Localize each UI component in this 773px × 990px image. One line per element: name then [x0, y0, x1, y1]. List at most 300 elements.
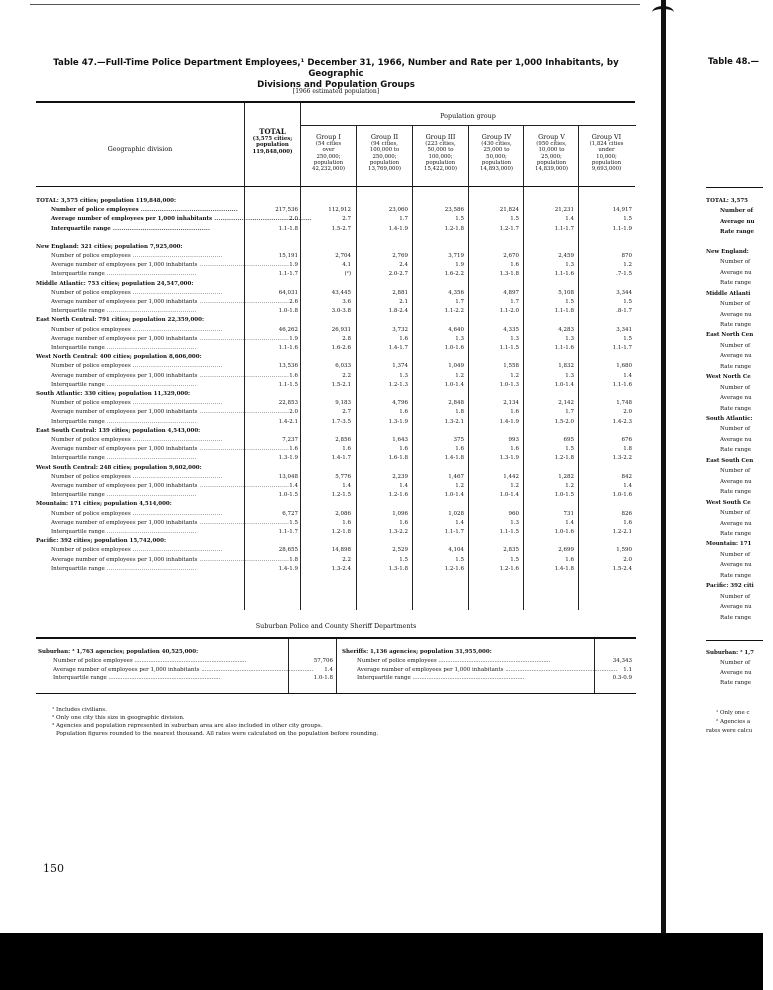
- group-value: 1,096: [392, 510, 408, 517]
- right-page-line: Number of: [720, 259, 751, 266]
- group-value: 1.6: [342, 519, 351, 526]
- header-bottom-rule: [36, 186, 635, 187]
- col-rule: [336, 639, 337, 693]
- table-row: [36, 335, 636, 344]
- group-value: 2.0: [623, 409, 632, 416]
- group-value: 1.3: [565, 335, 574, 342]
- total-value: 1.9: [289, 262, 298, 269]
- group-value: 1.0-1.4: [444, 381, 464, 388]
- total-value: 2.0: [289, 409, 298, 416]
- division-heading: Pacific: 392 cities; population 15,742,000:: [36, 538, 166, 545]
- group-header-line: over: [322, 147, 335, 154]
- row-label: Average number of employees per 1,000 inhabitants .....: [51, 556, 256, 565]
- right-page-line: Mountain: 171: [706, 541, 752, 548]
- group-value: 1,558: [503, 363, 519, 370]
- total-header-line: population: [256, 142, 289, 149]
- total-value: 1.1-1.5: [278, 381, 298, 388]
- sheriffs-value: 1.1: [623, 666, 632, 673]
- group-value: 1,467: [448, 473, 464, 480]
- row-label: Interquartile range .....: [51, 344, 196, 353]
- total-value: 6,727: [282, 510, 298, 517]
- row-label: Average number of employees per 1,000 inhabitants .....: [51, 298, 256, 307]
- group-header-line: population: [591, 159, 622, 166]
- group-value: 1.5-2.1: [331, 381, 351, 388]
- group-value: 1.2-1.6: [388, 492, 408, 499]
- group-value: 1.5-2.7: [331, 225, 351, 232]
- right-page-line: West South Ce: [706, 499, 751, 506]
- table-row: [36, 454, 636, 463]
- group-value: 1.2: [455, 483, 464, 489]
- group-value: 1.4-1.9: [499, 418, 519, 425]
- right-page-line: Rate range: [720, 572, 751, 579]
- total-value: 64,031: [278, 289, 298, 296]
- group-header-line: 50,000 to: [427, 147, 454, 154]
- right-page-line: Average nu: [720, 269, 752, 276]
- total-value: 13,536: [278, 363, 298, 370]
- group-value: 1.2-1.6: [499, 565, 519, 572]
- row-label: Number of police employees .....: [51, 546, 222, 555]
- total-value: 13,048: [278, 473, 298, 480]
- group-value: 2.2: [342, 372, 351, 379]
- table-row: [36, 399, 636, 408]
- group-value: 1.5: [623, 299, 632, 305]
- group-header-line: Group III: [425, 133, 456, 141]
- right-page-line: Number of: [720, 342, 751, 349]
- group-value: 1.1-2.2: [444, 308, 464, 315]
- table-subtitle: [1966 estimated population]: [292, 88, 380, 95]
- suburban-row-label: [53, 666, 314, 673]
- group-header-line: 25,000;: [541, 153, 562, 160]
- table-row: [36, 565, 636, 574]
- right-page-line: Number of: [720, 593, 751, 600]
- group-value: 1.3-1.9: [388, 418, 408, 425]
- division-heading: New England: 321 cities; population 7,925,000:: [36, 243, 183, 250]
- group-value: 1.5: [623, 216, 632, 223]
- group-column-header: [301, 133, 356, 172]
- group-value: 1.7: [510, 299, 519, 305]
- division-heading-row: [36, 243, 636, 252]
- total-value: 1.9: [289, 335, 298, 342]
- total-value: 1.1-1.8: [278, 225, 298, 232]
- group-value: 9,183: [335, 400, 351, 407]
- group-value: 1.1-1.7: [612, 345, 632, 351]
- group-value: 5,108: [558, 289, 574, 296]
- group-header-line: 42,232,000): [312, 166, 345, 173]
- group-value: 1.6: [510, 446, 519, 453]
- group-value: 23,586: [444, 207, 464, 214]
- group-value: 1.4-1.7: [331, 455, 351, 462]
- group-value: 4,356: [448, 289, 464, 296]
- right-page-suburban-line: Suburban: ³ 1,7: [706, 650, 754, 656]
- row-label: Average number of employees per 1,000 inhabitants .....: [51, 215, 256, 224]
- table-row: [36, 381, 636, 390]
- table-row: [36, 225, 636, 234]
- group-header-line: 50,000;: [486, 153, 507, 160]
- right-page-line: East North Cen: [706, 332, 754, 339]
- group-value: 1,643: [392, 437, 408, 443]
- total-header-line: (3,575 cities;: [252, 136, 293, 142]
- group-value: 1.6-2.2: [444, 271, 464, 278]
- group-value: 1.5: [399, 556, 408, 563]
- group-value: 1.6-1.8: [388, 455, 408, 462]
- group-value: 1.4: [623, 483, 632, 489]
- group-value: 1.5: [455, 216, 464, 223]
- row-label: Number of police employees .....: [51, 436, 222, 445]
- suburban-heading: Suburban: ³ 1,763 agencies; population 40,525,000:: [38, 649, 199, 655]
- table-row: [36, 372, 636, 381]
- division-heading: Mountain: 171 cities; population 4,514,000:: [36, 501, 172, 508]
- group-value: .7-1.5: [616, 271, 632, 278]
- sheriffs-row-label: [357, 658, 597, 664]
- group-value: 1.6: [565, 556, 574, 563]
- group-header-line: Group IV: [481, 133, 512, 141]
- right-page-title: Table 48.—: [708, 56, 759, 66]
- group-value: 21,824: [499, 207, 519, 214]
- right-page-line: Rate range: [720, 405, 751, 412]
- footnote-1: ¹ Includes civilians.: [52, 707, 107, 713]
- group-value: 1.8: [455, 409, 464, 416]
- group-value: 1.2: [510, 372, 519, 379]
- group-value: 1.1-1.6: [612, 381, 632, 388]
- group-value: 4,796: [392, 400, 408, 407]
- row-label: Number of police employees .....: [51, 399, 222, 408]
- table-row: [36, 362, 636, 371]
- total-value: 1.5: [289, 519, 298, 526]
- group-value: 1.5: [455, 556, 464, 563]
- row-label-text: Number of police employees: [357, 658, 437, 664]
- group-header-line: population: [536, 159, 567, 166]
- group-value: 2,704: [335, 253, 351, 259]
- right-page-footnote: rates were calcu: [706, 728, 753, 734]
- table-title-line1: Table 47.—Full-Time Police Department Employees,¹ December 31, 1966, Number and Rate per 1,000 Inhabitants, by Geographic: [53, 58, 619, 79]
- group-header-line: (94 cities,: [371, 141, 398, 147]
- total-value: 7,237: [282, 437, 298, 443]
- row-label: Average number of employees per 1,000 inhabitants .....: [51, 519, 256, 528]
- group-value: 3,719: [448, 253, 464, 259]
- group-value: 5,776: [335, 473, 351, 480]
- table-row: [36, 408, 636, 417]
- table-title-line2: Divisions and Population Groups: [257, 80, 415, 90]
- group-value: 1.7: [565, 409, 574, 416]
- group-header-line: 15,422,000): [424, 166, 457, 173]
- right-page-line: Rate range: [720, 489, 751, 496]
- book-spine-shadow: [661, 0, 666, 933]
- group-value: 1.4-1.7: [388, 345, 408, 351]
- group-column-header: [357, 133, 412, 172]
- row-label: Average number of employees per 1,000 inhabitants .....: [51, 408, 256, 417]
- row-label-text: Average number of employees per 1,000 inhabitants: [357, 666, 504, 673]
- division-heading-row: [36, 500, 636, 509]
- suburban-table: [36, 637, 636, 694]
- group-header-line: 10,000 to: [538, 147, 565, 154]
- right-page-line: East South Cen: [706, 457, 754, 464]
- group-header-line: (223 cities,: [425, 141, 456, 147]
- row-label: Number of police employees .....: [51, 473, 222, 482]
- suburban-value: 57,706: [313, 658, 333, 664]
- right-page-line: Number of: [720, 426, 751, 433]
- group-value: 1,590: [616, 547, 632, 554]
- right-page-line: Average nu: [720, 520, 752, 527]
- sheriffs-row-label: [357, 666, 618, 673]
- division-heading-row: [36, 316, 636, 325]
- row-label: Interquartile range .....: [51, 381, 196, 390]
- group-value: 2,459: [558, 253, 574, 259]
- division-heading-row: [36, 427, 636, 436]
- group-value: 3,344: [616, 289, 632, 296]
- table-row: [36, 252, 636, 261]
- division-heading-row: [36, 197, 636, 206]
- right-page-line: Middle Atlanti: [706, 290, 751, 297]
- table-row: [36, 473, 636, 482]
- group-value: 2,856: [335, 437, 351, 443]
- right-page-line: Rate range: [720, 530, 751, 537]
- division-heading: South Atlantic: 330 cities; population 11,329,000:: [36, 391, 191, 397]
- group-value: 1.7-3.5: [331, 418, 351, 425]
- group-value: 2.4: [399, 262, 408, 269]
- table-row: [36, 482, 636, 491]
- group-value: 1.2-1.5: [331, 492, 351, 499]
- scan-border: [0, 933, 763, 990]
- group-value: 1.0-1.4: [499, 492, 519, 499]
- group-header-line: population: [425, 159, 456, 166]
- group-header-line: 100,000;: [428, 153, 453, 160]
- group-value: 1.0-1.4: [554, 381, 574, 388]
- table-row: [36, 307, 636, 316]
- group-value: 870: [621, 253, 632, 259]
- table-row: [36, 289, 636, 298]
- leader-dots: ................................................................: [436, 658, 551, 664]
- total-header-line: 119,848,000): [252, 148, 293, 155]
- group-value: 4,897: [503, 289, 519, 296]
- group-value: 4.1: [342, 262, 351, 269]
- group-header-line: 10,000;: [596, 153, 617, 160]
- division-heading-row: [36, 537, 636, 546]
- right-page-line: Rate range: [720, 229, 755, 236]
- group-value: 1.2: [565, 483, 574, 489]
- division-heading: West North Central: 400 cities; population 8,606,000:: [36, 354, 202, 361]
- row-label: Interquartile range .....: [51, 307, 196, 316]
- footnote-2: ² Only one city this size in geographic division.: [52, 715, 185, 721]
- right-page-suburban-line: Rate range: [720, 680, 751, 686]
- group-value: 1.2-1.6: [444, 565, 464, 572]
- group-value: 1.2-1.7: [499, 225, 519, 232]
- group-value: 14,898: [331, 547, 351, 554]
- right-page-line: West North Ce: [706, 374, 751, 381]
- table-top-rule: [36, 101, 635, 103]
- table-row: [36, 510, 636, 519]
- row-label-text: Interquartile range: [53, 675, 107, 681]
- table-row: [36, 519, 636, 528]
- group-value: 1,282: [558, 473, 574, 480]
- group-value: 1.4-1.8: [444, 455, 464, 462]
- group-value: 3.6: [342, 299, 351, 305]
- group-value: 2,699: [558, 547, 574, 554]
- right-page-line: Pacific: 392 citi: [706, 583, 754, 590]
- right-page-footnote: ¹ Only one c: [716, 710, 750, 716]
- right-page-line: Average nu: [720, 436, 752, 443]
- table-row: [36, 556, 636, 565]
- row-label: Average number of employees per 1,000 inhabitants .....: [51, 261, 256, 270]
- group-value: 1.6: [510, 262, 519, 269]
- group-value: 1.6: [399, 409, 408, 416]
- group-value: 43,445: [331, 289, 351, 296]
- group-value: 1.3-2.4: [331, 565, 351, 572]
- group-value: 2,769: [392, 253, 408, 259]
- suburban-value: 1.4: [324, 666, 333, 673]
- group-value: 1.2-1.8: [554, 455, 574, 462]
- total-value: 1.1-1.6: [278, 345, 298, 351]
- group-value: 993: [508, 437, 519, 443]
- right-page-line: TOTAL: 3,575: [706, 198, 748, 204]
- table-row: [36, 546, 636, 555]
- table-row: [36, 344, 636, 353]
- group-value: 1,680: [616, 363, 632, 370]
- group-header-line: population: [369, 159, 400, 166]
- group-value: 1.4: [455, 519, 464, 526]
- group-value: 826: [621, 510, 632, 517]
- table-row: [36, 215, 636, 224]
- footnote-3: ³ Agencies and population represented in suburban area are also included in other city groups.: [52, 723, 323, 729]
- row-label: Number of police employees .....: [51, 362, 222, 371]
- group-header-line: Group VI: [591, 133, 622, 141]
- table-row: [36, 528, 636, 537]
- total-value: 1.4-1.9: [278, 565, 298, 572]
- total-value: 1.1-1.7: [278, 271, 298, 278]
- group-value: 1.2-1.8: [444, 225, 464, 232]
- division-heading-row: [36, 390, 636, 399]
- group-value: 1.3-1.8: [388, 565, 408, 572]
- right-page-line: Rate range: [720, 447, 751, 454]
- group-value: 2,670: [503, 253, 519, 259]
- group-value: 1.1-1.5: [499, 529, 519, 535]
- group-value: 1.4-1.9: [388, 225, 408, 232]
- group-value: 2.7: [342, 409, 351, 416]
- leader-dots: ................................................................: [503, 666, 618, 673]
- group-value: 1.3-2.1: [444, 418, 464, 425]
- group-value: 1.3: [455, 335, 464, 342]
- right-page-line: Average nu: [720, 311, 752, 318]
- group-column-header: [469, 133, 524, 172]
- total-value: 217,536: [275, 207, 298, 214]
- row-label: Interquartile range .....: [51, 270, 196, 279]
- sheriffs-row-label: [357, 675, 597, 681]
- right-page-line: South Atlantic:: [706, 416, 753, 422]
- group-value: 2.0: [623, 556, 632, 563]
- group-value: 1.5-2.4: [612, 565, 632, 572]
- group-header-line: 250,000;: [316, 153, 341, 160]
- total-value: 1.4-2.1: [278, 418, 298, 425]
- group-value: 1.6-2.6: [331, 345, 351, 351]
- row-label: Number of police employees .....: [51, 326, 222, 335]
- group-value: 1.4: [623, 372, 632, 379]
- group-value: 1.2-1.8: [331, 529, 351, 535]
- right-page-line: New England:: [706, 248, 749, 255]
- total-value: 46,262: [278, 326, 298, 333]
- group-value: 1.6: [623, 519, 632, 526]
- group-header-line: 100,000 to: [369, 147, 400, 154]
- group-value: 1.2-1.3: [388, 381, 408, 388]
- group-value: 1.3-1.8: [499, 271, 519, 278]
- total-value: 2.0: [289, 216, 298, 223]
- leader-dots: ................................................................: [106, 675, 221, 681]
- group-value: (²): [344, 271, 351, 278]
- group-value: 4,335: [503, 326, 519, 333]
- group-value: 1.2: [510, 483, 519, 489]
- table-row: [36, 298, 636, 307]
- total-column-header: [245, 128, 300, 155]
- group-value: 1.6: [342, 446, 351, 453]
- sheriffs-value: 34,343: [612, 658, 632, 664]
- group-value: 1.4-2.3: [612, 418, 632, 425]
- group-value: 2,086: [335, 510, 351, 517]
- group-value: 1.7: [399, 216, 408, 223]
- table-row: [36, 326, 636, 335]
- group-value: 1.6: [399, 446, 408, 453]
- group-value: 1.2: [455, 372, 464, 379]
- group-value: 1.9: [455, 262, 464, 269]
- right-page-line: Rate range: [720, 321, 751, 328]
- suburban-row-label: [53, 675, 288, 681]
- total-value: 1.4: [289, 483, 298, 489]
- group-value: 1.6: [510, 409, 519, 416]
- group-value: 1.4: [399, 483, 408, 489]
- group-value: 1.0-1.6: [612, 492, 632, 499]
- total-value: 1.8: [289, 556, 298, 563]
- group-value: 1.6: [399, 519, 408, 526]
- group-column-header: [579, 133, 634, 172]
- division-heading-row: [36, 464, 636, 473]
- table-row: [36, 206, 636, 215]
- group-value: 1.1-1.9: [612, 225, 632, 232]
- group-value: 1.6: [399, 335, 408, 342]
- total-value: 1.6: [289, 446, 298, 453]
- total-value: 15,191: [278, 253, 298, 259]
- group-value: 1.1-1.6: [554, 345, 574, 351]
- group-value: 2.7: [342, 216, 351, 223]
- right-page-rule: [706, 640, 763, 641]
- group-value: 1.5-2.0: [554, 418, 574, 425]
- footnote-4: Population figures rounded to the nearest thousand. All rates were calculated on the population before rounding.: [56, 731, 379, 737]
- group-header-line: population: [481, 159, 512, 166]
- right-page-line: Number of: [720, 468, 751, 475]
- group-value: 1.5: [565, 446, 574, 453]
- group-value: 1,832: [558, 363, 574, 370]
- group-header-line: 13,769,000): [368, 166, 401, 173]
- group-header-line: 14,839,000): [535, 166, 568, 173]
- total-value: 1.6: [289, 372, 298, 379]
- group-value: 4,104: [448, 547, 464, 554]
- group-value: 2,239: [392, 473, 408, 480]
- group-value: 1.1-1.6: [554, 271, 574, 278]
- total-value: 1.3-1.9: [278, 455, 298, 462]
- sheriffs-heading: Sheriffs: 1,136 agencies; population 31,955,000:: [342, 649, 492, 655]
- table-row: [36, 270, 636, 279]
- group-value: 2,835: [503, 547, 519, 554]
- group-value: 1.5: [565, 299, 574, 305]
- table-row: [36, 418, 636, 427]
- group-header-line: (950 cities,: [536, 141, 567, 147]
- group-header-line: 25,000 to: [483, 147, 510, 154]
- group-column-header: [524, 133, 579, 172]
- group-value: 1.3-2.2: [388, 529, 408, 535]
- right-page-footnote: ² Agencies a: [716, 719, 751, 725]
- group-value: 1.4: [565, 216, 574, 223]
- group-header-line: 14,893,000): [480, 166, 513, 173]
- table-row: [36, 436, 636, 445]
- group-header-line: (54 cities: [315, 141, 342, 147]
- table-row: [36, 491, 636, 500]
- sheriffs-value: 0.3-0.9: [612, 675, 632, 681]
